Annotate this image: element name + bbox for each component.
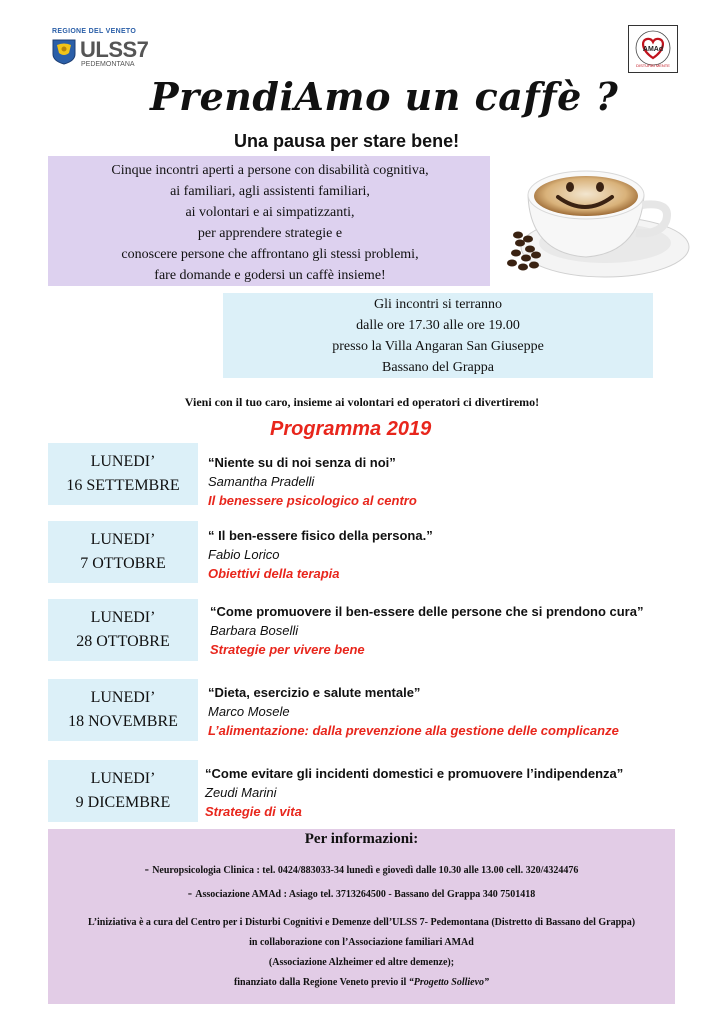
event-speaker: Zeudi Marini — [205, 785, 277, 800]
info-heading: Per informazioni: — [304, 831, 419, 847]
contact-row — [48, 885, 675, 901]
svg-text:AMAd: AMAd — [642, 46, 664, 53]
page-subtitle: Una pausa per stare bene! — [234, 131, 460, 151]
event-title: “Dieta, esercizio e salute mentale” — [208, 685, 421, 700]
svg-text:DISTURBI MENTE: DISTURBI MENTE — [636, 63, 670, 68]
credit-line: L’iniziativa è a cura del Centro per i Disturbi Cognitivi e Demenze dell’ULSS 7- Pedemontana (Distretto di Bassano del Grappa) — [87, 917, 636, 928]
intro-line: ai volontari e ai simpatizzanti, — [185, 205, 355, 220]
schedule-line: dalle ore 17.30 alle ore 19.00 — [356, 318, 520, 333]
intro-line: Cinque incontri aperti a persone con disabilità cognitiva, — [111, 163, 429, 178]
event-date: 7 OTTOBRE — [80, 555, 166, 572]
event-day: LUNEDI’ — [90, 689, 156, 706]
event-day: LUNEDI’ — [90, 531, 156, 548]
event-date-box — [48, 521, 198, 583]
amad-logo — [628, 25, 678, 73]
event-title: “Come evitare gli incidenti domestici e promuovere l’indipendenza” — [205, 766, 624, 781]
event-title: “Come promuovere il ben-essere delle persone che si prendono cura” — [210, 604, 644, 619]
dash-bullet-icon: - — [187, 885, 196, 900]
event-day: LUNEDI’ — [90, 453, 156, 470]
event-topic: Obiettivi della terapia — [208, 566, 340, 581]
program-title: Programma 2019 — [270, 418, 432, 440]
event-topic: Strategie di vita — [205, 804, 302, 819]
schedule-box — [223, 293, 653, 378]
intro-line: per apprendere strategie e — [197, 226, 343, 241]
event-date-box — [48, 443, 198, 505]
event-day: LUNEDI’ — [90, 770, 156, 787]
event-speaker: Barbara Boselli — [210, 623, 299, 638]
contact-row — [48, 861, 675, 877]
schedule-line: Bassano del Grappa — [382, 360, 494, 375]
event-topic: Strategie per vivere bene — [210, 642, 365, 657]
contact-text: Associazione AMAd : Asiago tel. 3713264500 - Bassano del Grappa 340 7501418 — [195, 889, 536, 900]
event-topic: L’alimentazione: dalla prevenzione alla gestione delle complicanze — [208, 723, 619, 738]
intro-text — [48, 160, 492, 286]
dash-bullet-icon: - — [144, 861, 153, 876]
intro-line: conoscere persone che affrontano gli stessi problemi, — [121, 247, 419, 262]
page-title: PrendiAmo un caffè ? — [150, 74, 619, 119]
funding-prefix: finanziato dalla Regione Veneto previo il — [233, 977, 409, 988]
invite-text: Vieni con il tuo caro, insieme ai volontari ed operatori ci divertiremo! — [184, 395, 540, 409]
event-title: “Niente su di noi senza di noi” — [208, 455, 396, 470]
event-date: 9 DICEMBRE — [75, 794, 171, 811]
event-date: 16 SETTEMBRE — [66, 477, 180, 494]
logo-subname-text: PEDEMONTANA — [81, 61, 135, 68]
intro-line: ai familiari, agli assistenti familiari, — [170, 184, 370, 199]
schedule-line: presso la Villa Angaran San Giuseppe — [332, 339, 544, 354]
ulss7-logo — [52, 28, 152, 72]
schedule-text — [223, 294, 653, 378]
smiley-coffee-image — [490, 155, 690, 289]
event-speaker: Marco Mosele — [208, 704, 290, 719]
info-box — [48, 829, 675, 1004]
event-speaker: Samantha Pradelli — [208, 474, 315, 489]
funding-line — [48, 977, 675, 988]
credit-line: (Associazione Alzheimer ed altre demenze); — [268, 957, 455, 968]
intro-box — [48, 156, 492, 286]
event-topic: Il benessere psicologico al centro — [208, 493, 417, 508]
event-date-box — [48, 599, 198, 661]
event-speaker: Fabio Lorico — [208, 547, 280, 562]
schedule-line: Gli incontri si terranno — [374, 297, 502, 312]
veneto-lion-shield-icon — [52, 39, 76, 65]
intro-line: fare domande e godersi un caffè insieme! — [154, 268, 386, 283]
funding-project: “Progetto Sollievo” — [408, 977, 490, 988]
amad-heart-icon — [631, 28, 675, 70]
event-day: LUNEDI’ — [90, 609, 156, 626]
logo-region-text: REGIONE DEL VENETO — [52, 28, 137, 35]
event-date-box — [48, 760, 198, 822]
logo-ulss-text: ULSS7 — [80, 37, 149, 62]
credit-line: in collaborazione con l’Associazione familiari AMAd — [249, 937, 474, 948]
event-title: “ Il ben-essere fisico della persona.” — [208, 528, 433, 543]
contact-text: Neuropsicologia Clinica : tel. 0424/883033-34 lunedì e giovedì dalle 10.30 alle 13.00 cell. 320/4324476 — [152, 865, 579, 876]
event-date: 18 NOVEMBRE — [68, 713, 178, 730]
event-date: 28 OTTOBRE — [76, 633, 170, 650]
event-date-box — [48, 679, 198, 741]
